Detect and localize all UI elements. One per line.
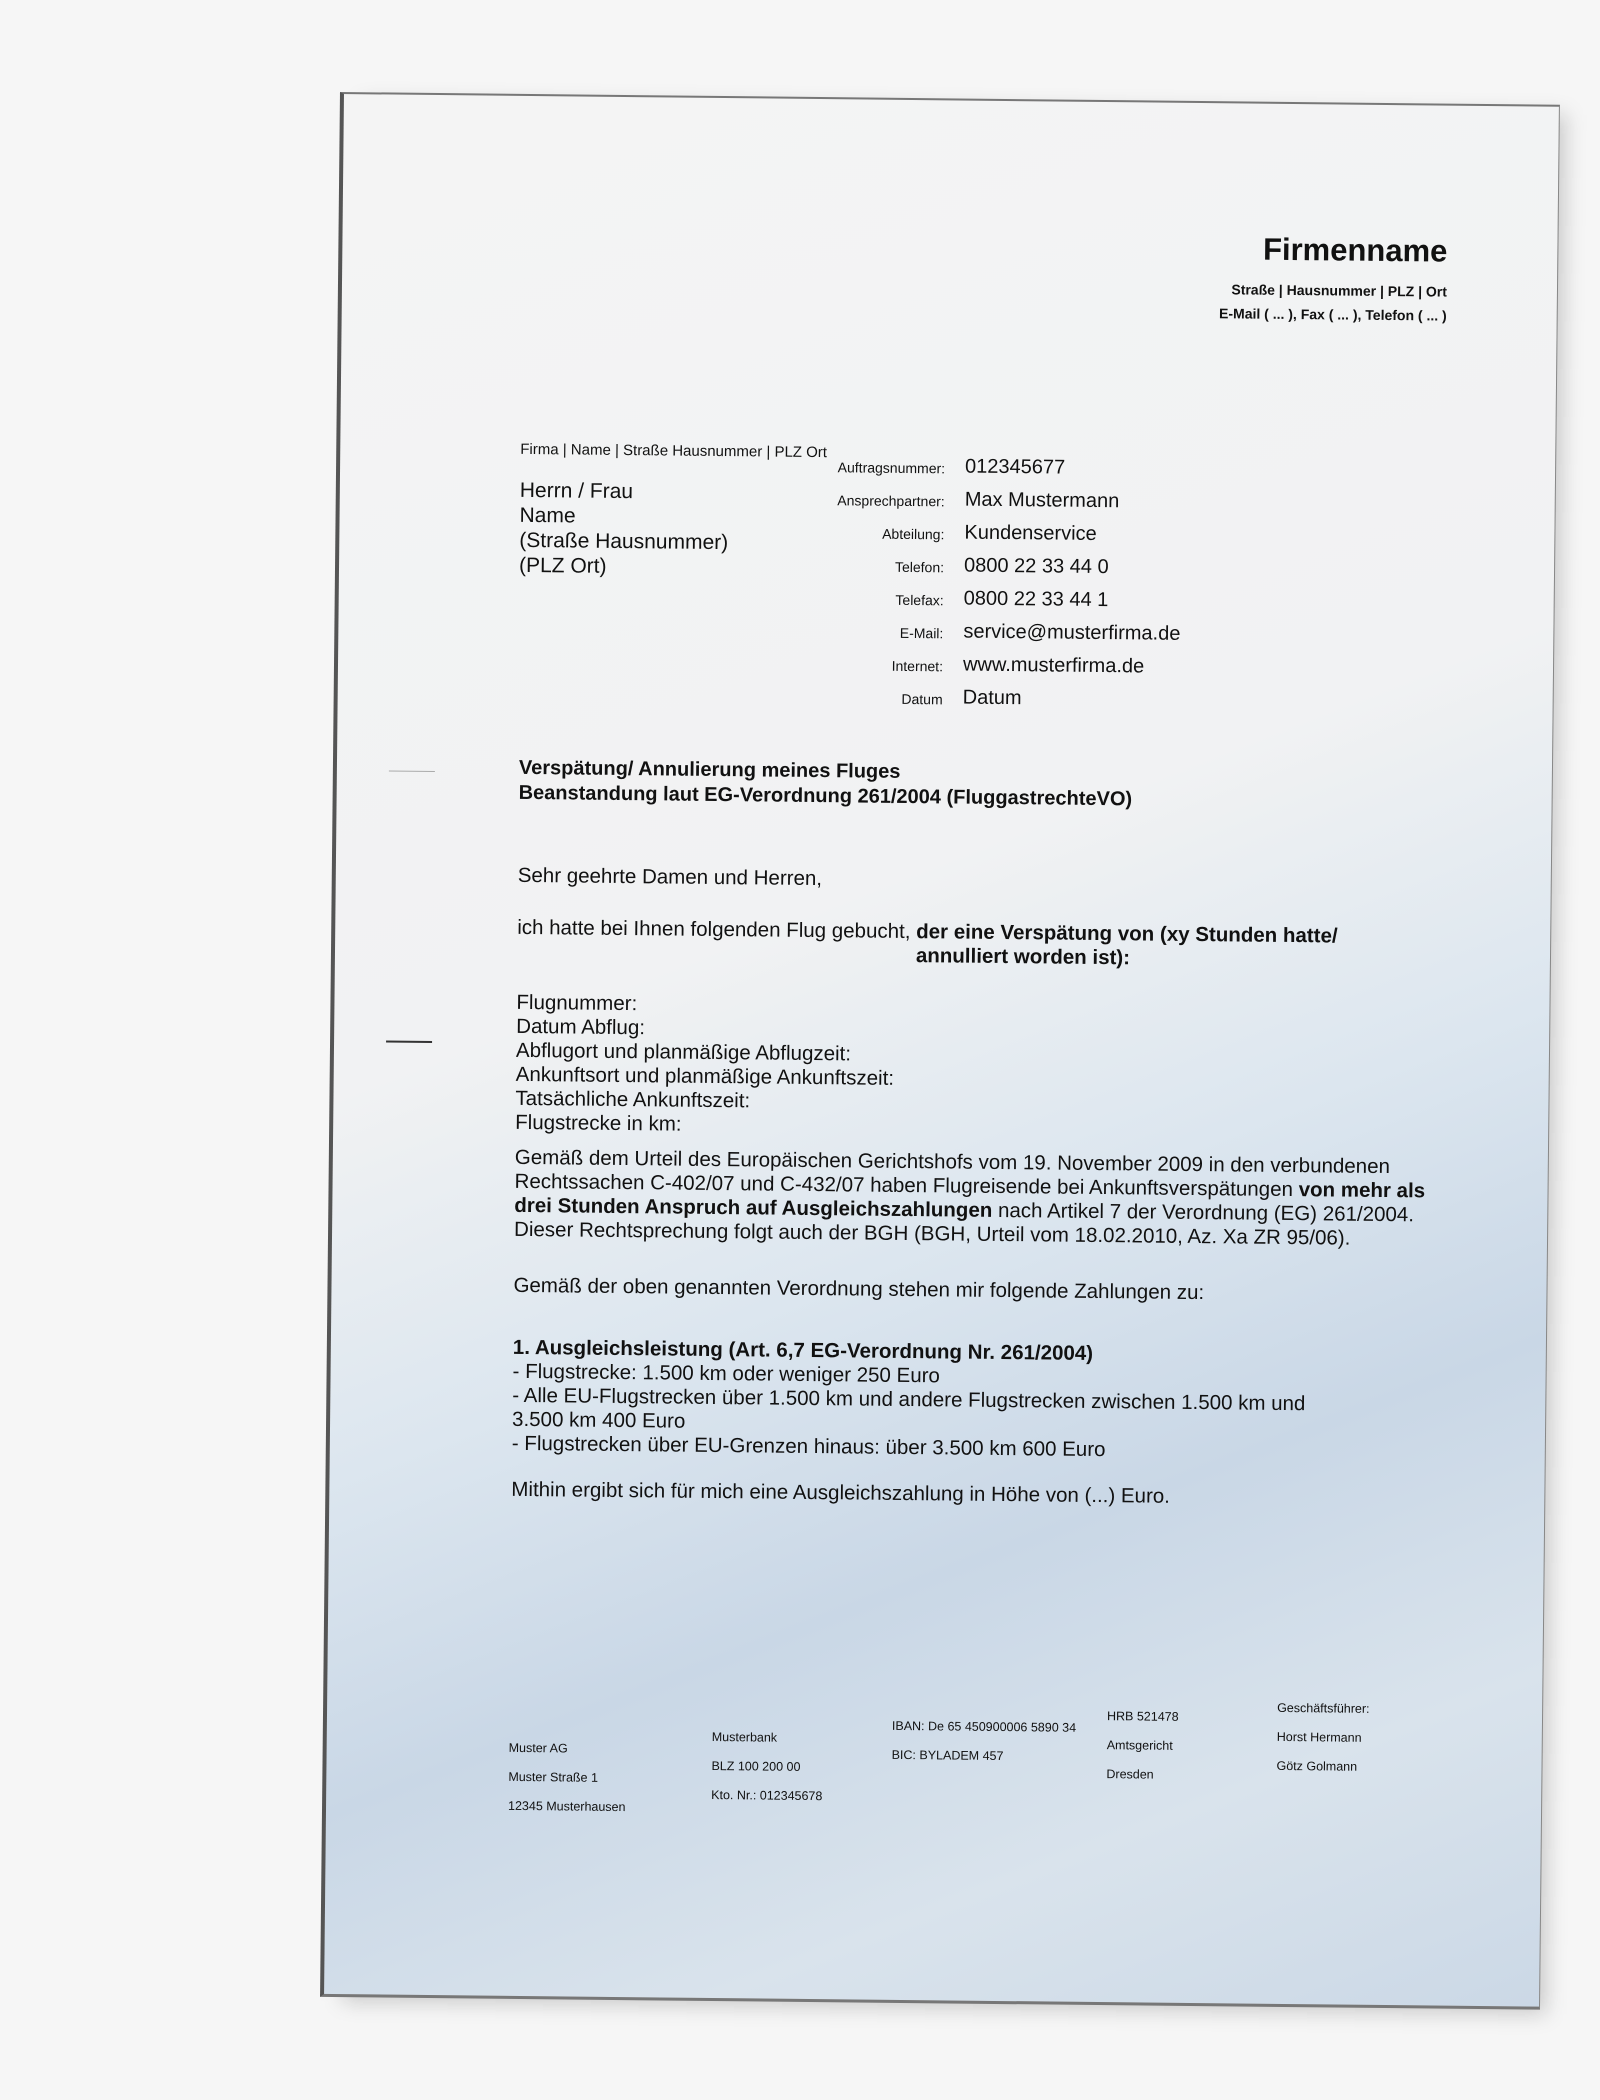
field-flight-number: Flugnummer: [516,990,638,1016]
info-label-fax: Telefax: [895,591,944,609]
footer-iban [891,1712,1076,1772]
footer-manager-1: Horst Hermann [1276,1729,1362,1745]
punch-mark [386,1041,432,1043]
field-departure-date: Datum Abflug: [516,1014,646,1040]
info-label-email: E-Mail: [899,624,944,642]
recipient-street: (Straße Hausnummer) [519,528,729,555]
recipient-city: (PLZ Ort) [518,553,607,578]
footer-bic-line: BIC: BYLADEM 457 [891,1747,1004,1764]
footer-hrb: HRB 521478 [1106,1709,1179,1724]
info-value-date: Datum [962,686,1022,710]
recipient-address [519,478,729,580]
field-arrival-place-time: Ankunftsort und planmäßige Ankunftszeit: [515,1062,895,1090]
info-value-website: www.musterfirma.de [962,653,1145,678]
sender-return-line: Firma | Name | Straße Hausnummer | PLZ Ort [520,440,828,462]
ruling-line-1: Gemäß dem Urteil des Europäischen Gerichtshofs vom 19. November 2009 in den verbundenen [514,1145,1391,1179]
footer-company [508,1734,626,1822]
info-label-contact-person: Ansprechpartner: [837,492,945,510]
subject-line-2: Beanstandung laut EG-Verordnung 261/2004 (FluggastrechteVO) [518,781,1133,811]
ruling-line-3: nach Artikel 7 der Verordnung (EG) 261/2004. [992,1198,1415,1227]
info-value-order-number: 012345677 [964,455,1066,479]
compensation-heading: 1. Ausgleichsleistung (Art. 6,7 EG-Verordnung Nr. 261/2004) [512,1335,1094,1365]
company-contact-line: E-Mail ( ... ), Fax ( ... ), Telefon ( ... ) [1219,305,1447,324]
footer-court-city: Dresden [1106,1767,1154,1782]
compensation-list [512,1336,1306,1464]
footer-manager-2: Götz Golmann [1276,1758,1358,1774]
info-label-website: Internet: [891,657,944,675]
footer-management [1276,1694,1369,1782]
footer-iban-line: IBAN: De 65 450900006 5890 34 [891,1718,1077,1735]
fold-mark [389,771,435,772]
info-value-fax: 0800 22 33 44 1 [963,587,1109,612]
footer-company-name: Muster AG [508,1740,568,1756]
ruling-line-4: Dieser Rechtsprechung folgt auch der BGH (BGH, Urteil vom 18.02.2010, Az. Xa ZR 95/06). [513,1217,1351,1250]
info-value-contact-person: Max Mustermann [964,488,1120,513]
field-departure-place-time: Abflugort und planmäßige Abflugzeit: [515,1038,852,1066]
field-distance: Flugstrecke in km: [515,1110,682,1136]
footer-court: Amtsgericht [1106,1738,1173,1753]
company-name: Firmenname [1262,231,1448,269]
footer-register [1106,1702,1178,1790]
recipient-name: Name [519,503,576,528]
info-value-email: service@musterfirma.de [963,620,1181,645]
footer-company-street: Muster Straße 1 [508,1769,599,1785]
footer-management-label: Geschäftsführer: [1277,1700,1370,1716]
compensation-line-2: - Alle EU-Flugstrecken über 1.500 km und andere Flugstrecken zwischen 1.500 km und [512,1383,1306,1416]
info-label-department: Abteilung: [882,525,945,543]
payments-intro: Gemäß der oben genannten Verordnung stehen mir folgende Zahlungen zu: [513,1273,1205,1305]
info-label-order-number: Auftragsnummer: [837,459,946,477]
field-actual-arrival: Tatsächliche Ankunftszeit: [515,1086,751,1113]
info-label-date: Datum [901,690,943,708]
ruling-line-2: Rechtssachen C-402/07 und C-432/07 haben Flugreisende bei Ankunftsverspätungen [514,1169,1299,1202]
ruling-paragraph [514,1146,1426,1252]
compensation-line-4: - Flugstrecken über EU-Grenzen hinaus: über 3.500 km 600 Euro [511,1431,1106,1462]
info-value-phone: 0800 22 33 44 0 [963,554,1109,579]
intro-bold: der eine Verspätung von (xy Stunden hatte/ annulliert worden ist): [915,920,1338,970]
salutation: Sehr geehrte Damen und Herren, [517,863,823,891]
letter-page [320,92,1560,2010]
footer-bank [711,1723,823,1811]
intro-paragraph [517,916,1386,973]
subject-line-1: Verspätung/ Annulierung meines Fluges [518,756,901,783]
flight-fields [515,991,895,1139]
recipient-salutation: Herrn / Frau [519,478,634,504]
info-value-department: Kundenservice [964,521,1097,545]
compensation-line-1: - Flugstrecke: 1.500 km oder weniger 250 Euro [512,1359,941,1388]
footer-bank-name: Musterbank [711,1729,778,1745]
ruling-line-2-bold: von mehr als [1298,1178,1426,1203]
subject [519,756,1133,812]
company-address-line: Straße | Hausnummer | PLZ | Ort [1231,281,1448,300]
footer-bank-code: BLZ 100 200 00 [711,1758,801,1774]
ruling-line-3-bold: drei Stunden Anspruch auf Ausgleichszahlungen [514,1193,993,1222]
info-label-phone: Telefon: [894,558,945,576]
conclusion: Mithin ergibt sich für mich eine Ausgleichszahlung in Höhe von (...) Euro. [511,1477,1171,1508]
footer-account-number: Kto. Nr.: 012345678 [711,1787,823,1804]
footer-company-city: 12345 Musterhausen [507,1798,626,1815]
compensation-line-3: 3.500 km 400 Euro [511,1407,686,1433]
intro-plain: ich hatte bei Ihnen folgenden Flug gebucht, [517,915,917,944]
